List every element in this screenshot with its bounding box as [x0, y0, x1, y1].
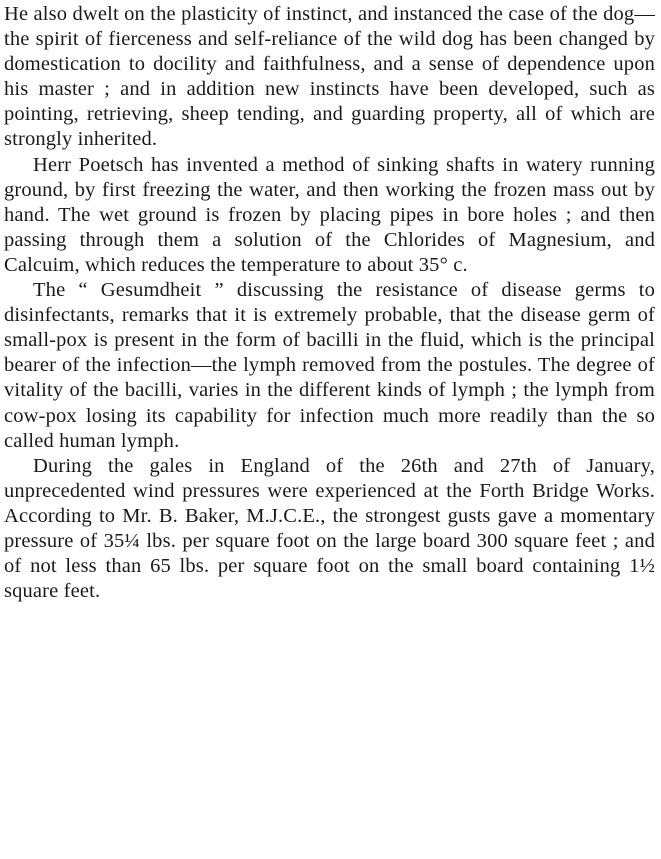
paragraph-gesumdheit: The “ Gesumdheit ” discussing the resistance of disease germs to disinfectants, remarks that it is extremely probable, that the disease germ of small-pox is present in the form of bacilli in the fluid, which is the principal bearer of the infection—the lymph removed from the postules. The degree of vitality of the bacilli, varies in the different kinds of lymph ; the lymph from cow-pox losing its capability for infection much more readily than the so called human lymph. — [4, 279, 655, 452]
paragraph-poetsch-shafts: Herr Poetsch has invented a method of sinking shafts in watery running ground, by first freezing the water, and then working the frozen mass out by hand. The wet ground is frozen by placing pipes in bore holes ; and then passing through them a solution of the Chlorides of Magnesium, and Calcuim, which reduces the temperature to about 35° c. — [4, 153, 655, 276]
paragraph-forth-bridge: During the gales in England of the 26th and 27th of January, unprecedented wind pressures were experienced at the Forth Bridge Works. According to Mr. B. Baker, M.J.C.E., the strongest gusts gave a momentary pressure of 35¼ lbs. per square foot on the large board 300 square feet ; and of not less than 65 lbs. per square foot on the small board containing 1½ square feet. — [4, 454, 655, 603]
paragraph-instinct: He also dwelt on the plasticity of instinct, and instanced the case of the dog—the spirit of fierceness and self-reliance of the wild dog has been changed by domestication to docility and faithfulness, and a sense of dependence upon his master ; and in addition new instincts have been developed, such as pointing, retrieving, sheep tending, and guarding property, all of which are strongly inherited. — [4, 3, 655, 151]
